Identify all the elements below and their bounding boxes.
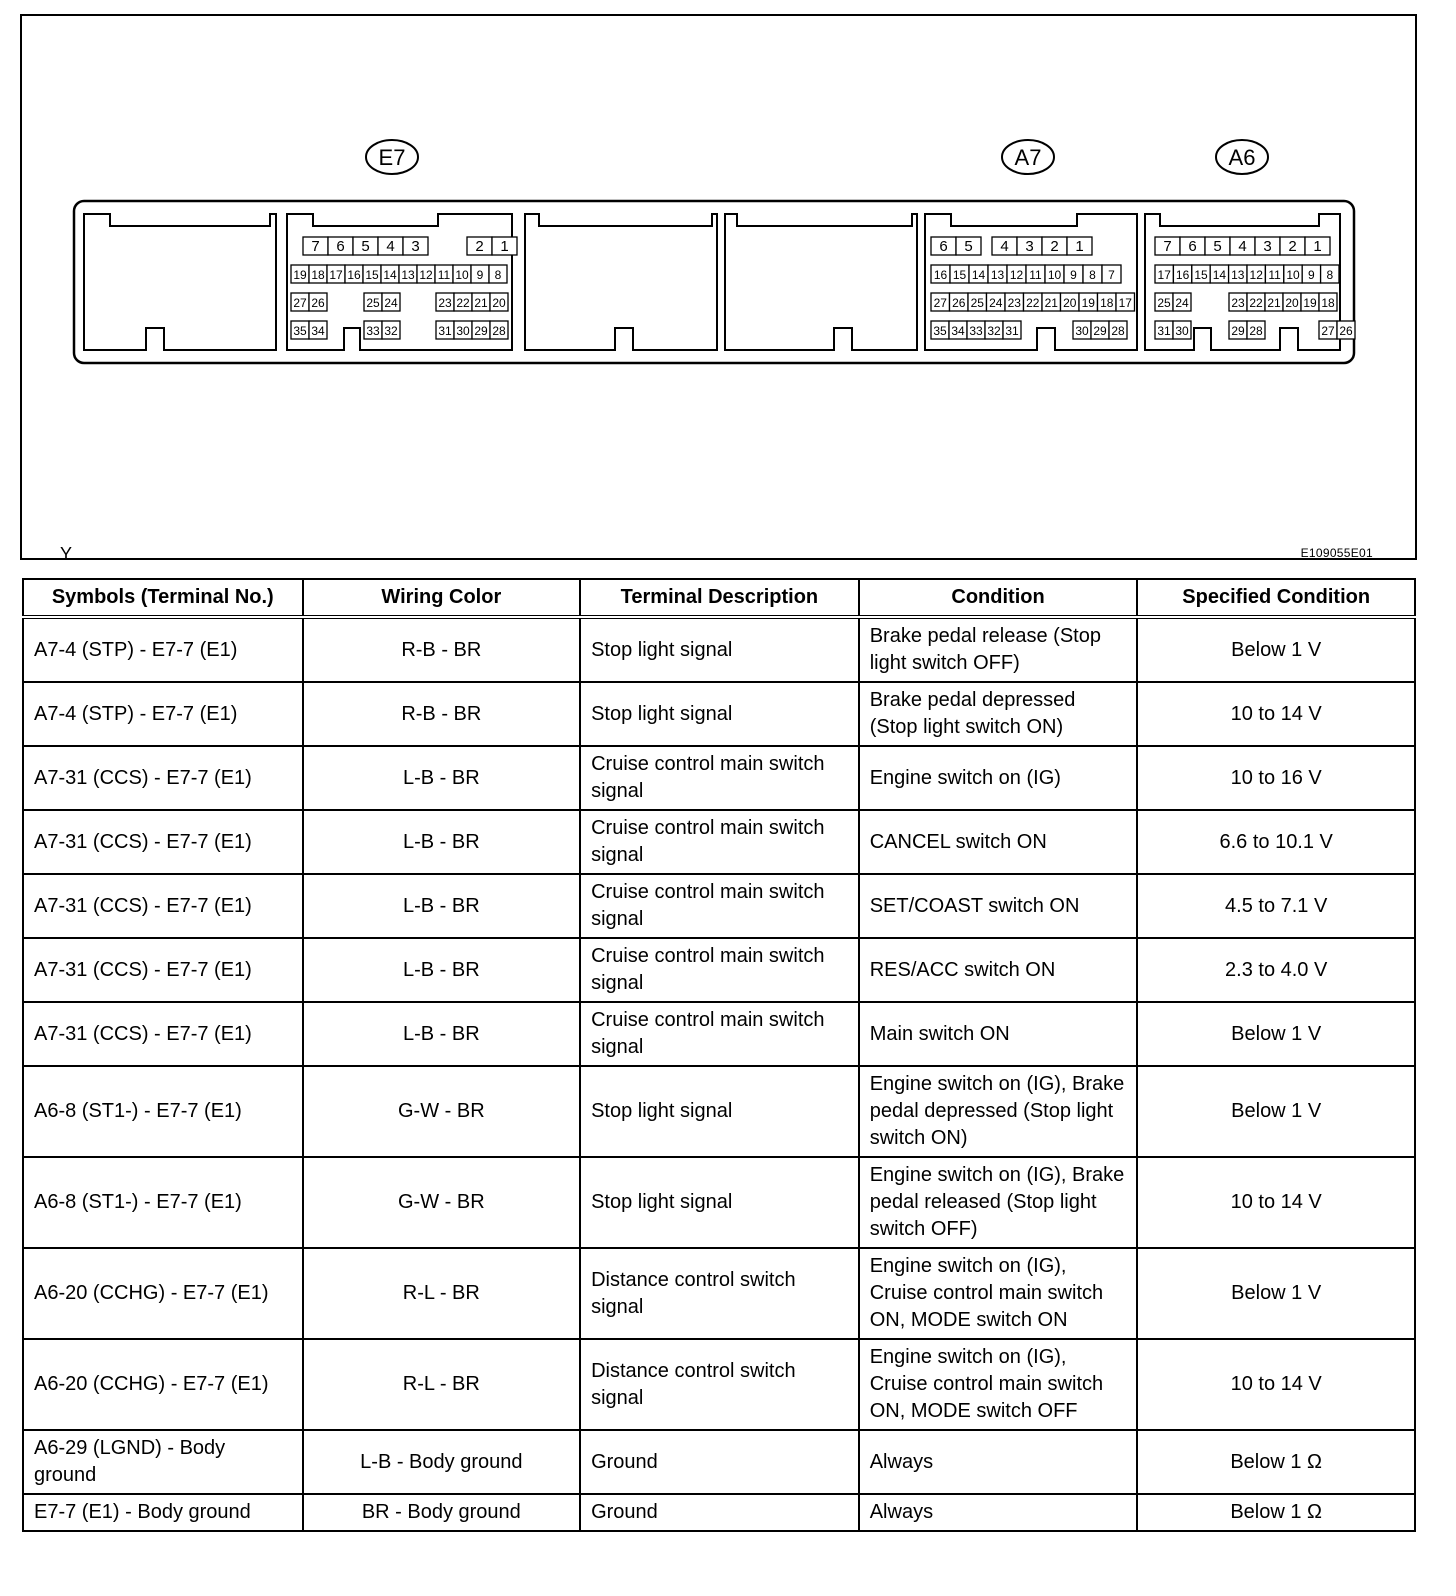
cell-symbols: A7-4 (STP) - E7-7 (E1) xyxy=(23,617,303,682)
terminal-pin-number: 19 xyxy=(1303,296,1317,310)
connector-section-1 xyxy=(84,214,276,350)
header-condition: Condition xyxy=(859,579,1138,617)
table-header-row xyxy=(23,579,1415,617)
cell-wiring-color: L-B - BR xyxy=(303,874,581,938)
cell-specified-condition: 2.3 to 4.0 V xyxy=(1137,938,1415,1002)
terminal-pin-number: 13 xyxy=(990,268,1005,282)
cell-condition: Brake pedal depressed (Stop light switch ON) xyxy=(859,682,1138,746)
cell-wiring-color: L-B - BR xyxy=(303,938,581,1002)
cell-specified-condition: 4.5 to 7.1 V xyxy=(1137,874,1415,938)
corner-letter: Y xyxy=(60,544,73,564)
terminal-pin-number: 19 xyxy=(1081,296,1095,310)
terminal-pin-number: 17 xyxy=(1118,296,1132,310)
cell-terminal-description: Cruise control main switch signal xyxy=(580,874,859,938)
terminal-pin-number: 5 xyxy=(1213,238,1222,255)
terminal-pin-number: 6 xyxy=(1188,238,1197,255)
table-row xyxy=(23,810,1415,874)
table-row xyxy=(23,617,1415,682)
terminal-pin-number: 11 xyxy=(437,268,451,282)
cell-specified-condition: 10 to 14 V xyxy=(1137,682,1415,746)
terminal-pin-number: 12 xyxy=(419,268,433,282)
terminal-pin-number: 4 xyxy=(386,238,395,255)
terminal-pin-number: 10 xyxy=(1286,268,1300,282)
table-row xyxy=(23,1339,1415,1430)
cell-condition: Engine switch on (IG), Cruise control main switch ON, MODE switch OFF xyxy=(859,1339,1138,1430)
terminal-pin-number: 24 xyxy=(1175,296,1189,310)
ecu-connector-drawing xyxy=(22,16,1415,558)
cell-terminal-description: Stop light signal xyxy=(580,617,859,682)
terminal-pin-number: 14 xyxy=(383,268,397,282)
cell-specified-condition: 10 to 14 V xyxy=(1137,1339,1415,1430)
terminal-pin-number: 20 xyxy=(1063,296,1077,310)
terminal-pin-number: 2 xyxy=(475,238,484,255)
table-row xyxy=(23,1157,1415,1248)
terminal-pin-number: 9 xyxy=(1070,268,1077,282)
terminal-pin-number: 22 xyxy=(1249,296,1263,310)
terminal-pin-number: 25 xyxy=(970,296,984,310)
cell-specified-condition: Below 1 V xyxy=(1137,617,1415,682)
terminal-pin-number: 28 xyxy=(492,324,506,338)
terminal-pin-number: 2 xyxy=(1050,238,1059,255)
terminal-pin-number: 18 xyxy=(1321,296,1335,310)
terminal-pin-number: 33 xyxy=(366,324,380,338)
terminal-pin-number: 15 xyxy=(1194,268,1208,282)
cell-wiring-color: L-B - Body ground xyxy=(303,1430,581,1494)
cell-condition: Main switch ON xyxy=(859,1002,1138,1066)
cell-symbols: A7-31 (CCS) - E7-7 (E1) xyxy=(23,810,303,874)
terminal-pin-number: 11 xyxy=(1268,268,1281,282)
terminal-pin-number: 1 xyxy=(1075,238,1084,255)
terminal-pin-number: 13 xyxy=(1231,268,1245,282)
header-terminal-description: Terminal Description xyxy=(580,579,859,617)
terminal-pin-number: 32 xyxy=(987,324,1001,338)
terminal-pin-number: 33 xyxy=(969,324,983,338)
cell-symbols: A6-29 (LGND) - Body ground xyxy=(23,1430,303,1494)
terminal-pin-number: 4 xyxy=(1238,238,1247,255)
cell-terminal-description: Ground xyxy=(580,1430,859,1494)
terminal-pin-number: 23 xyxy=(1231,296,1245,310)
cell-terminal-description: Stop light signal xyxy=(580,682,859,746)
terminal-pin-number: 14 xyxy=(971,268,986,282)
terminal-pin-number: 28 xyxy=(1111,324,1125,338)
terminal-pin-number: 30 xyxy=(456,324,470,338)
terminal-pin-number: 30 xyxy=(1175,324,1189,338)
terminal-pin-number: 7 xyxy=(311,238,320,255)
table-row xyxy=(23,1002,1415,1066)
terminal-pin-number: 35 xyxy=(293,324,307,338)
cell-symbols: A7-31 (CCS) - E7-7 (E1) xyxy=(23,938,303,1002)
terminal-pin-number: 34 xyxy=(951,324,965,338)
cell-condition: Engine switch on (IG), Cruise control main switch ON, MODE switch ON xyxy=(859,1248,1138,1339)
terminal-pin-number: 17 xyxy=(329,268,343,282)
header-wiring-color: Wiring Color xyxy=(303,579,581,617)
terminal-pin-number: 1 xyxy=(500,238,509,255)
cell-symbols: A6-8 (ST1-) - E7-7 (E1) xyxy=(23,1157,303,1248)
table-row xyxy=(23,938,1415,1002)
terminal-pin-number: 22 xyxy=(1026,296,1040,310)
terminal-pin-number: 8 xyxy=(494,268,502,282)
terminal-pin-number: 2 xyxy=(1288,238,1297,255)
cell-condition: RES/ACC switch ON xyxy=(859,938,1138,1002)
terminal-pin-number: 17 xyxy=(1157,268,1171,282)
terminal-pin-number: 20 xyxy=(492,296,506,310)
cell-terminal-description: Cruise control main switch signal xyxy=(580,938,859,1002)
table-row xyxy=(23,1066,1415,1157)
terminal-pin-number: 34 xyxy=(311,324,325,338)
cell-wiring-color: L-B - BR xyxy=(303,810,581,874)
cell-wiring-color: R-B - BR xyxy=(303,617,581,682)
terminal-pin-number: 13 xyxy=(401,268,415,282)
terminal-pin-number: 27 xyxy=(293,296,307,310)
terminal-pin-number: 21 xyxy=(1044,296,1058,310)
cell-wiring-color: R-B - BR xyxy=(303,682,581,746)
cell-symbols: A6-8 (ST1-) - E7-7 (E1) xyxy=(23,1066,303,1157)
terminal-pin-number: 16 xyxy=(347,268,361,282)
terminal-pin-number: 27 xyxy=(1321,324,1335,338)
terminal-pin-number: 26 xyxy=(311,296,325,310)
terminal-pin-number: 3 xyxy=(1025,238,1034,255)
terminal-pin-number: 31 xyxy=(1157,324,1171,338)
terminal-pin-number: 7 xyxy=(1108,268,1115,282)
terminal-pin-number: 35 xyxy=(933,324,947,338)
terminal-pin-number: 15 xyxy=(952,268,967,282)
terminal-pin-number: 24 xyxy=(384,296,398,310)
table-row xyxy=(23,874,1415,938)
terminal-pin-number: 16 xyxy=(933,268,948,282)
cell-symbols: A6-20 (CCHG) - E7-7 (E1) xyxy=(23,1339,303,1430)
terminal-pin-number: 21 xyxy=(474,296,488,310)
cell-condition: Always xyxy=(859,1430,1138,1494)
connector-section-3 xyxy=(525,214,717,350)
cell-specified-condition: Below 1 Ω xyxy=(1137,1494,1415,1531)
cell-terminal-description: Ground xyxy=(580,1494,859,1531)
terminal-pin-number: 26 xyxy=(952,296,966,310)
connector-diagram xyxy=(20,14,1417,564)
terminal-pin-number: 18 xyxy=(1100,296,1114,310)
header-symbols: Symbols (Terminal No.) xyxy=(23,579,303,617)
cell-condition: Brake pedal release (Stop light switch OFF) xyxy=(859,617,1138,682)
cell-symbols: E7-7 (E1) - Body ground xyxy=(23,1494,303,1531)
cell-terminal-description: Stop light signal xyxy=(580,1157,859,1248)
terminal-pin-number: 9 xyxy=(1308,268,1315,282)
cell-wiring-color: G-W - BR xyxy=(303,1066,581,1157)
terminal-pin-number: 15 xyxy=(365,268,379,282)
cell-terminal-description: Stop light signal xyxy=(580,1066,859,1157)
terminal-pin-number: 21 xyxy=(1267,296,1281,310)
cell-terminal-description: Distance control switch signal xyxy=(580,1339,859,1430)
terminal-pin-number: 25 xyxy=(1157,296,1171,310)
connector-label-e7: E7 xyxy=(378,145,406,170)
cell-specified-condition: 10 to 16 V xyxy=(1137,746,1415,810)
cell-terminal-description: Cruise control main switch signal xyxy=(580,746,859,810)
cell-condition: Engine switch on (IG) xyxy=(859,746,1138,810)
cell-wiring-color: BR - Body ground xyxy=(303,1494,581,1531)
cell-condition: SET/COAST switch ON xyxy=(859,874,1138,938)
cell-wiring-color: L-B - BR xyxy=(303,1002,581,1066)
cell-symbols: A6-20 (CCHG) - E7-7 (E1) xyxy=(23,1248,303,1339)
terminal-pin-number: 10 xyxy=(455,268,469,282)
terminal-pin-number: 24 xyxy=(989,296,1003,310)
terminal-pin-number: 9 xyxy=(476,268,484,282)
terminal-pin-number: 22 xyxy=(456,296,470,310)
terminal-pin-number: 16 xyxy=(1175,268,1190,282)
cell-wiring-color: R-L - BR xyxy=(303,1339,581,1430)
terminal-pin-number: 8 xyxy=(1089,268,1096,282)
terminal-pin-number: 6 xyxy=(939,238,948,255)
terminal-pin-number: 3 xyxy=(1263,238,1272,255)
terminal-spec-table xyxy=(22,578,1416,1532)
terminal-pin-number: 12 xyxy=(1249,268,1263,282)
terminal-pin-number: 31 xyxy=(438,324,452,338)
terminal-pin-number: 1 xyxy=(1313,238,1322,255)
terminal-pin-number: 6 xyxy=(336,238,345,255)
connector-section-4 xyxy=(725,214,917,350)
cell-terminal-description: Cruise control main switch signal xyxy=(580,1002,859,1066)
cell-specified-condition: Below 1 Ω xyxy=(1137,1430,1415,1494)
cell-terminal-description: Cruise control main switch signal xyxy=(580,810,859,874)
cell-specified-condition: Below 1 V xyxy=(1137,1248,1415,1339)
cell-symbols: A7-31 (CCS) - E7-7 (E1) xyxy=(23,874,303,938)
terminal-pin-number: 23 xyxy=(1007,296,1021,310)
cell-condition: Engine switch on (IG), Brake pedal released (Stop light switch OFF) xyxy=(859,1157,1138,1248)
table-row xyxy=(23,682,1415,746)
cell-symbols: A7-31 (CCS) - E7-7 (E1) xyxy=(23,1002,303,1066)
terminal-pin-number: 10 xyxy=(1047,268,1062,282)
figure-id: E109055E01 xyxy=(1300,546,1373,560)
connector-label-a7: A7 xyxy=(1014,145,1042,170)
terminal-pin-number: 18 xyxy=(311,268,325,282)
terminal-pin-number: 5 xyxy=(361,238,370,255)
terminal-pin-number: 5 xyxy=(964,238,973,255)
terminal-pin-number: 23 xyxy=(438,296,452,310)
terminal-pin-number: 32 xyxy=(384,324,398,338)
cell-condition: Engine switch on (IG), Brake pedal depressed (Stop light switch ON) xyxy=(859,1066,1138,1157)
terminal-pin-number: 27 xyxy=(933,296,947,310)
terminal-pin-number: 30 xyxy=(1075,324,1089,338)
cell-wiring-color: R-L - BR xyxy=(303,1248,581,1339)
cell-condition: Always xyxy=(859,1494,1138,1531)
cell-condition: CANCEL switch ON xyxy=(859,810,1138,874)
terminal-pin-number: 8 xyxy=(1326,268,1334,282)
table-row xyxy=(23,1248,1415,1339)
connector-label-a6: A6 xyxy=(1228,145,1256,170)
terminal-pin-number: 14 xyxy=(1212,268,1227,282)
terminal-pin-number: 19 xyxy=(293,268,307,282)
table-row xyxy=(23,1430,1415,1494)
terminal-pin-number: 3 xyxy=(411,238,420,255)
cell-specified-condition: 6.6 to 10.1 V xyxy=(1137,810,1415,874)
cell-specified-condition: Below 1 V xyxy=(1137,1066,1415,1157)
terminal-pin-number: 29 xyxy=(1093,324,1107,338)
cell-specified-condition: Below 1 V xyxy=(1137,1002,1415,1066)
header-specified-condition: Specified Condition xyxy=(1137,579,1415,617)
terminal-pin-number: 29 xyxy=(1231,324,1245,338)
terminal-pin-number: 20 xyxy=(1285,296,1299,310)
terminal-pin-number: 31 xyxy=(1005,324,1019,338)
table-row xyxy=(23,746,1415,810)
cell-wiring-color: G-W - BR xyxy=(303,1157,581,1248)
terminal-pin-number: 25 xyxy=(366,296,380,310)
cell-symbols: A7-31 (CCS) - E7-7 (E1) xyxy=(23,746,303,810)
terminal-pin-number: 26 xyxy=(1339,324,1353,338)
terminal-pin-number: 28 xyxy=(1249,324,1263,338)
cell-wiring-color: L-B - BR xyxy=(303,746,581,810)
terminal-pin-number: 4 xyxy=(1000,238,1009,255)
cell-terminal-description: Distance control switch signal xyxy=(580,1248,859,1339)
terminal-pin-number: 11 xyxy=(1029,268,1042,282)
cell-specified-condition: 10 to 14 V xyxy=(1137,1157,1415,1248)
terminal-pin-number: 29 xyxy=(474,324,488,338)
cell-symbols: A7-4 (STP) - E7-7 (E1) xyxy=(23,682,303,746)
terminal-pin-number: 12 xyxy=(1009,268,1024,282)
table-row xyxy=(23,1494,1415,1531)
terminal-pin-number: 7 xyxy=(1163,238,1172,255)
